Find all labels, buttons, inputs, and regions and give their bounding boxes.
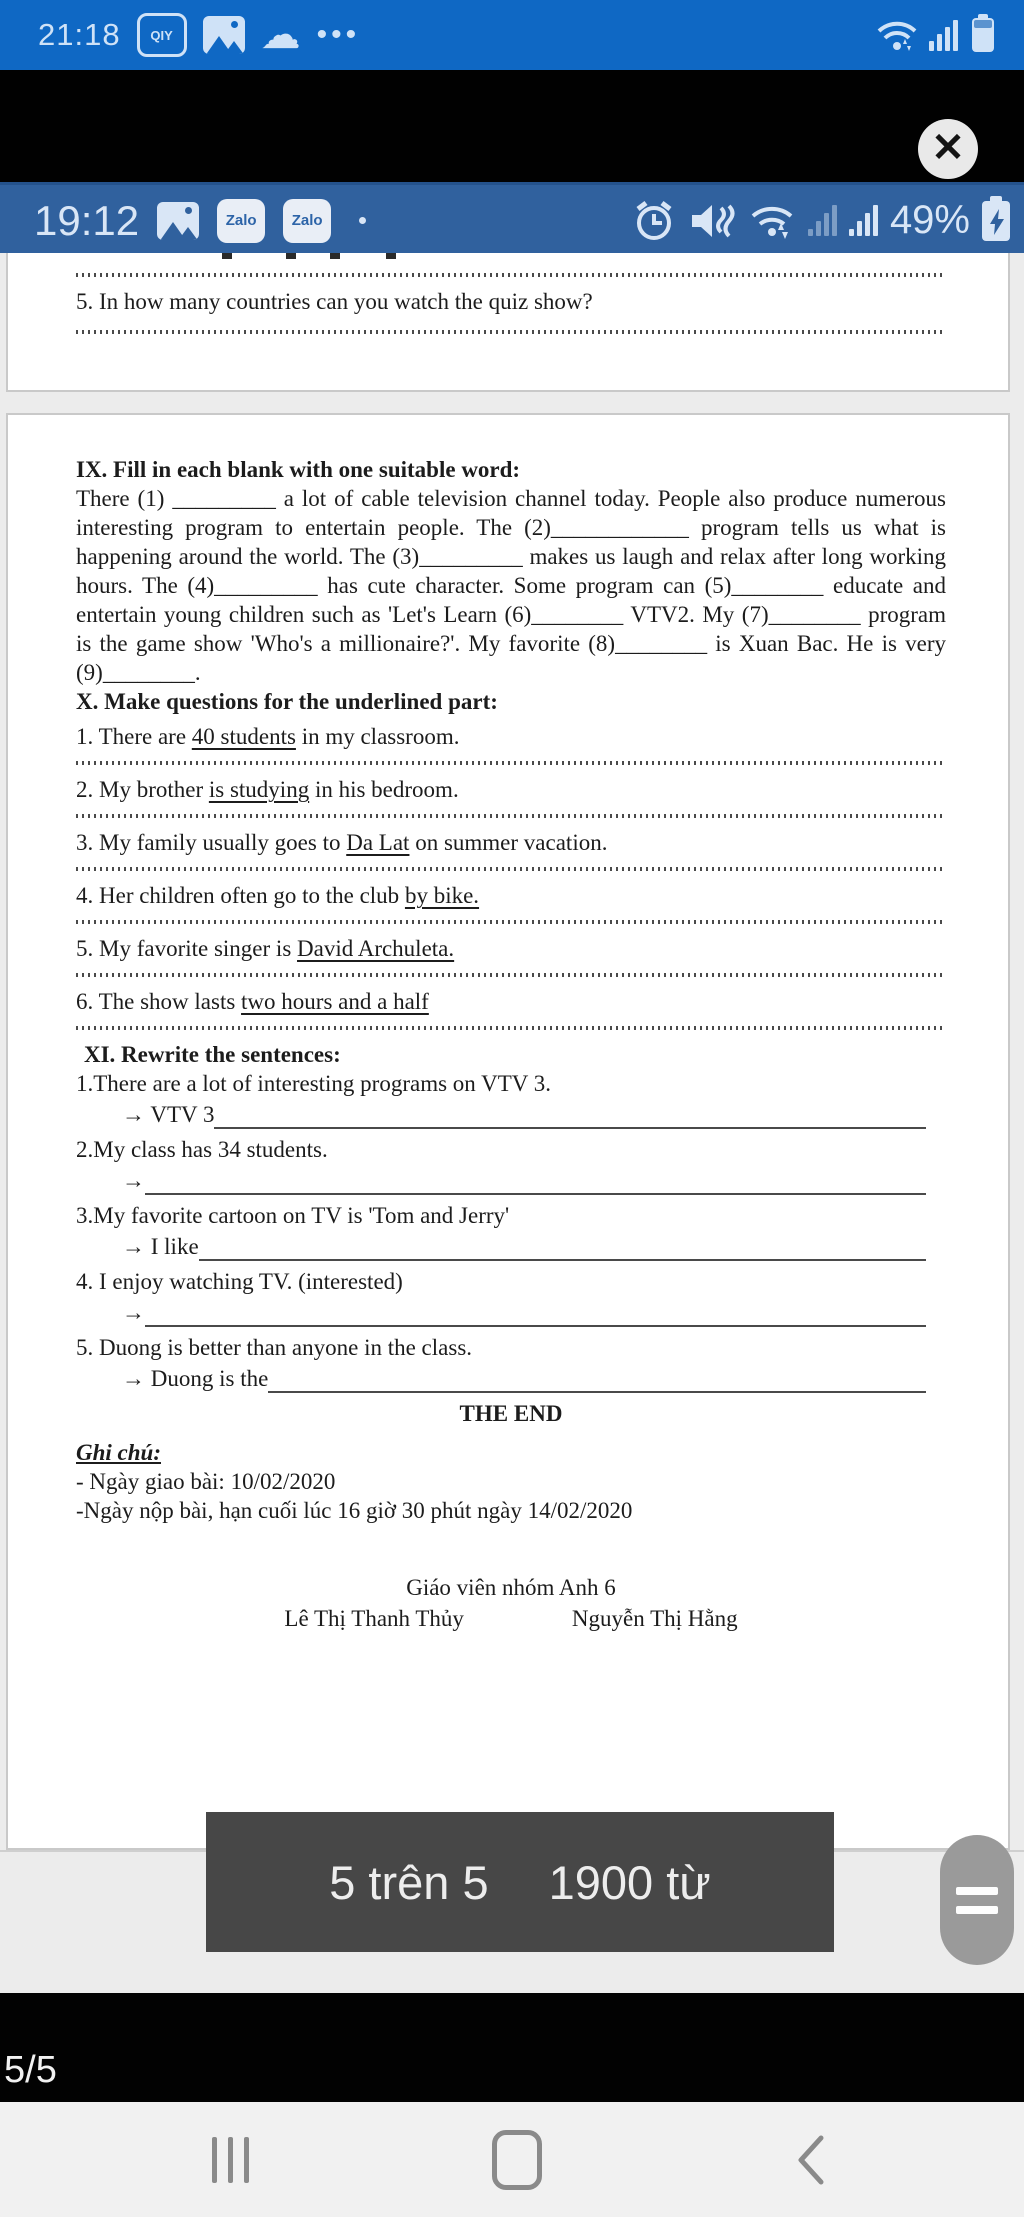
arrow-icon: → xyxy=(122,1300,145,1325)
question-item xyxy=(76,828,946,857)
arrow-icon: → xyxy=(122,1168,145,1193)
rewrite-item: 3.My favorite cartoon on TV is 'Tom and Jerry' xyxy=(76,1203,510,1228)
wifi-icon xyxy=(875,17,919,53)
scrollbar-handle[interactable] xyxy=(940,1835,1014,1965)
recents-button[interactable] xyxy=(185,2102,275,2217)
answer-stub: VTV 3 xyxy=(145,1102,215,1127)
write-on-line xyxy=(214,1101,926,1129)
answer-stub: I like xyxy=(145,1234,199,1259)
question-item xyxy=(76,987,946,1016)
write-on-line xyxy=(145,1167,926,1195)
rewrite-item: 1.There are a lot of interesting programs on VTV 3. xyxy=(76,1071,551,1096)
question-text: 1. There are xyxy=(76,724,192,749)
document-scroll-area[interactable] xyxy=(0,253,1024,1993)
home-icon xyxy=(492,2130,542,2190)
status-bar-inner-right xyxy=(632,198,1024,243)
gallery-notification-icon xyxy=(203,16,245,54)
section-9-paragraph: There (1) _________ a lot of cable television channel today. People also produce numerous interesting program to entertain people. The (2)____________ program tells us what is happening around the world. The (3)_________ makes us laugh and relax after long working hours. The (4)_________ has cute character. Some program can (5)________ educate and entertain young children such as 'Let's Learn (6)________ VTV2. My (7)________ program is the game show 'Who's a millionaire?'. My favorite (8)________ is Xuan Bac. He is very (9)________. xyxy=(76,486,946,685)
underlined-part: Da Lat xyxy=(346,830,410,855)
answer-stub: Duong is the xyxy=(145,1366,269,1391)
cropped-text-marks xyxy=(8,253,1008,259)
question-text: 2. My brother xyxy=(76,777,209,802)
status-bar-top xyxy=(0,0,1024,70)
handle-grip-line xyxy=(956,1887,998,1895)
dotted-answer-line xyxy=(76,1026,946,1030)
notes-label: Ghi chú: xyxy=(76,1440,161,1465)
viewer-bottom-band xyxy=(0,1993,1024,2102)
mute-vibrate-icon xyxy=(688,200,736,242)
status-bar-inner-left xyxy=(0,197,366,245)
underlined-part: is studying xyxy=(208,777,310,802)
dotted-answer-line xyxy=(76,867,946,871)
question-item xyxy=(76,934,946,963)
teacher-name-1: Lê Thị Thanh Thủy xyxy=(284,1606,464,1631)
dotted-answer-line xyxy=(76,814,946,818)
rewrite-answer-row xyxy=(122,1298,926,1327)
back-button[interactable] xyxy=(765,2102,855,2217)
rewrite-item: 2.My class has 34 students. xyxy=(76,1137,328,1162)
signal-sim2-icon xyxy=(849,205,878,236)
rewrite-item: 5. Duong is better than anyone in the class. xyxy=(76,1335,473,1360)
recents-icon xyxy=(244,2137,249,2183)
rewrite-answer-row xyxy=(122,1100,926,1129)
question-item xyxy=(76,722,946,751)
dotted-answer-line xyxy=(76,761,946,765)
status-bar-top-right xyxy=(875,17,1024,53)
section-9-heading: IX. Fill in each blank with one suitable word: xyxy=(76,457,521,482)
write-on-line xyxy=(199,1233,926,1261)
arrow-icon: → xyxy=(122,1102,145,1127)
battery-icon xyxy=(972,18,994,52)
home-button[interactable] xyxy=(472,2102,562,2217)
alarm-icon xyxy=(632,199,676,243)
dotted-answer-line xyxy=(76,973,946,977)
toast-page-count: 5 trên 5 xyxy=(329,1855,489,1909)
zalo-notification-icon xyxy=(283,199,331,243)
back-icon xyxy=(795,2134,825,2186)
underlined-part: by bike. xyxy=(404,883,480,908)
battery-charging-icon xyxy=(982,201,1010,241)
question-item xyxy=(76,775,946,804)
rewrite-answer-row xyxy=(122,1364,926,1393)
signal-sim1-icon xyxy=(808,205,837,236)
dotted-answer-line xyxy=(76,330,944,334)
question-5: 5. In how many countries can you watch the quiz show? xyxy=(76,289,593,314)
recents-icon xyxy=(228,2137,233,2183)
zalo-notification-icon xyxy=(217,199,265,243)
underlined-part: 40 students xyxy=(191,724,296,749)
battery-percent: 49% xyxy=(889,198,970,242)
more-notifications-icon: ••• xyxy=(316,18,361,51)
clock-inner: 19:12 xyxy=(34,196,140,244)
dotted-answer-line xyxy=(76,273,944,277)
question-text: 3. My family usually goes to xyxy=(76,830,347,855)
page-indicator: 5/5 xyxy=(4,2049,57,2091)
handle-grip-line xyxy=(956,1906,998,1914)
document-page-5 xyxy=(6,413,1010,1850)
zalo-label: Zalo xyxy=(225,212,257,229)
section-10-heading: X. Make questions for the underlined part: xyxy=(76,689,498,714)
document-page-4 xyxy=(6,253,1010,392)
close-icon: ✕ xyxy=(931,126,965,170)
note-line-2: -Ngày nộp bài, hạn cuối lúc 16 giờ 30 phút ngày 14/02/2020 xyxy=(76,1498,633,1523)
dotted-answer-line xyxy=(76,920,946,924)
zalo-label: Zalo xyxy=(291,212,323,229)
underlined-part: two hours and a half xyxy=(241,989,429,1014)
android-navigation-bar xyxy=(0,2102,1024,2217)
section-11-heading: XI. Rewrite the sentences: xyxy=(84,1042,341,1067)
iqiyi-notification-icon xyxy=(137,13,187,57)
teacher-name-2: Nguyễn Thị Hằng xyxy=(571,1606,738,1631)
rewrite-item: 4. I enjoy watching TV. (interested) xyxy=(76,1269,403,1294)
rewrite-answer-row xyxy=(122,1166,926,1195)
viewer-top-band xyxy=(0,70,1024,182)
question-text: 4. Her children often go to the club xyxy=(76,883,405,908)
clock-top: 21:18 xyxy=(38,17,121,52)
note-line-1: - Ngày giao bài: 10/02/2020 xyxy=(76,1469,336,1494)
iqiyi-label: QIY xyxy=(150,27,173,43)
teacher-group-label: Giáo viên nhóm Anh 6 xyxy=(406,1575,616,1600)
question-text: on summer vacation. xyxy=(409,830,608,855)
wifi-icon xyxy=(748,201,796,241)
question-text: 5. My favorite singer is xyxy=(76,936,298,961)
toast-word-count: 1900 từ xyxy=(548,1855,711,1909)
notification-dot-icon xyxy=(359,217,366,224)
the-end-label: THE END xyxy=(459,1401,563,1426)
status-bar-top-left: 21:18 QIY ☁ ••• xyxy=(38,13,361,57)
question-text: in my classroom. xyxy=(295,724,460,749)
page-position-toast xyxy=(206,1812,834,1952)
rewrite-answer-row xyxy=(122,1232,926,1261)
underlined-part: David Archuleta. xyxy=(297,936,455,961)
arrow-icon: → xyxy=(122,1366,145,1391)
arrow-icon: → xyxy=(122,1234,145,1259)
close-button[interactable] xyxy=(918,119,978,179)
teacher-block xyxy=(76,1573,946,1633)
signal-strength-icon xyxy=(929,20,958,51)
write-on-line xyxy=(145,1299,926,1327)
question-text: 6. The show lasts xyxy=(76,989,242,1014)
question-item xyxy=(76,881,946,910)
recents-icon xyxy=(212,2137,217,2183)
write-on-line xyxy=(268,1365,926,1393)
status-bar-inner xyxy=(0,182,1024,256)
question-text: in his bedroom. xyxy=(309,777,459,802)
gallery-notification-icon xyxy=(157,202,199,240)
